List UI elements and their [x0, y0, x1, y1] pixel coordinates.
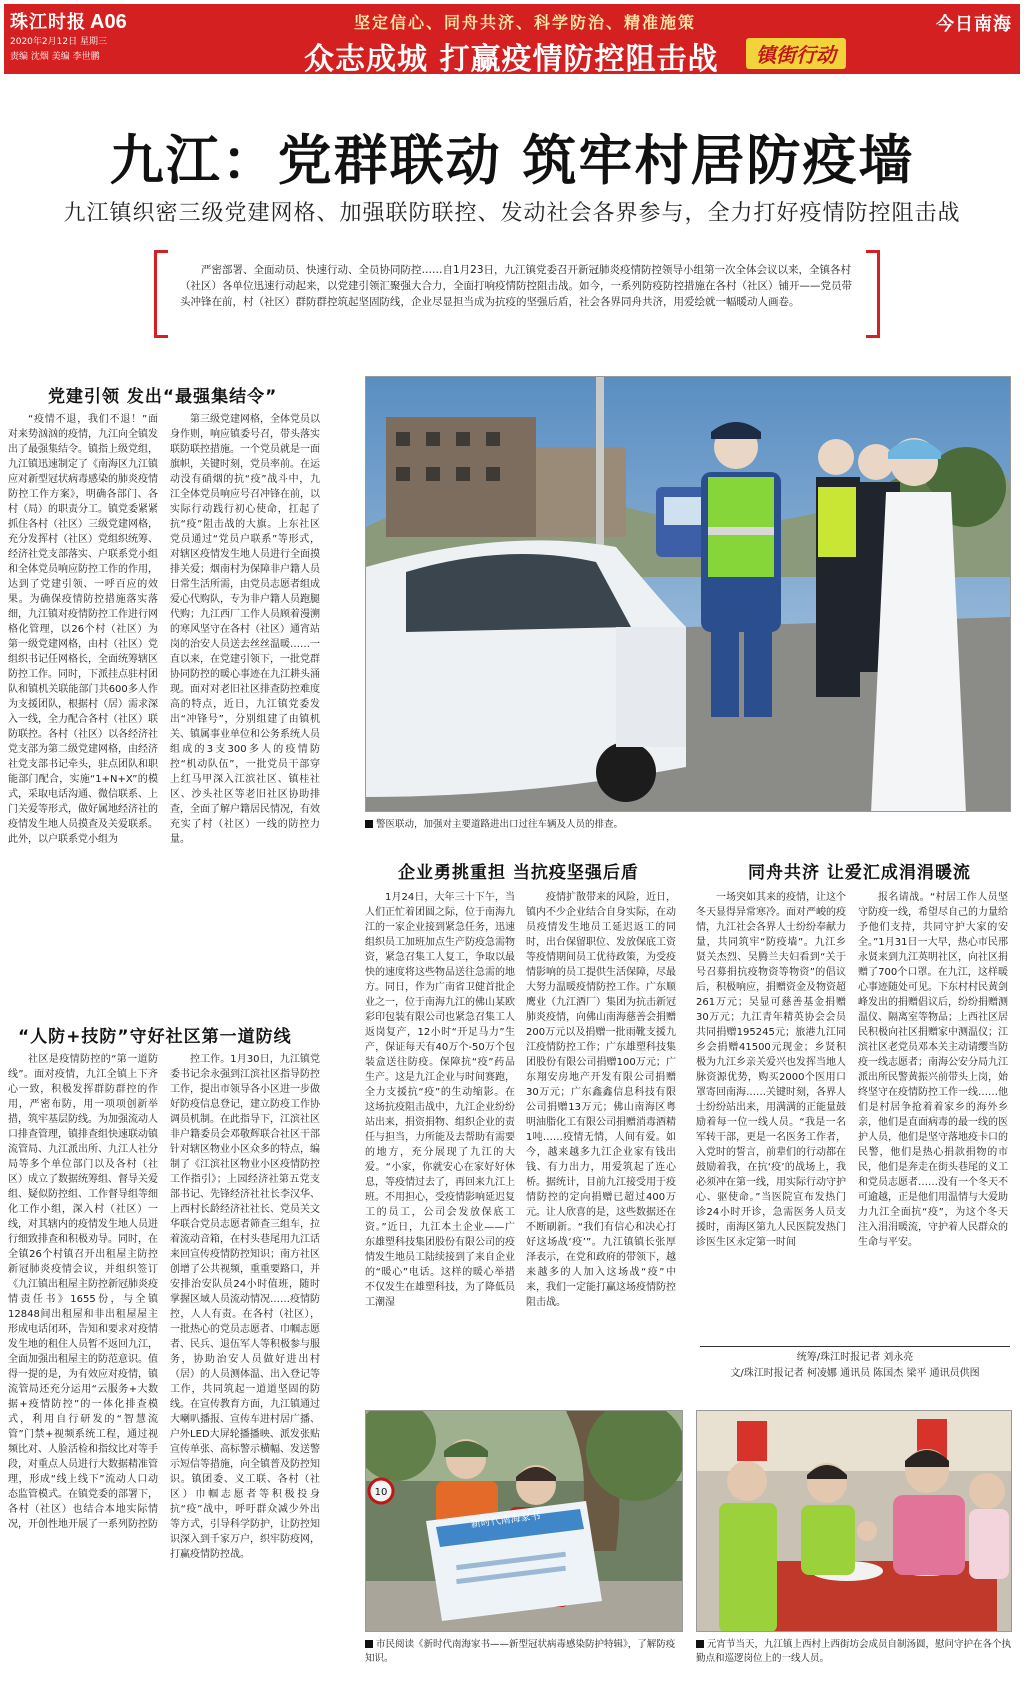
column-solidarity-1 — [696, 890, 846, 1342]
bracket-right — [866, 250, 880, 338]
article-title: 九江：党群联动 筑牢村居防疫墙 — [109, 129, 915, 192]
column-community-2 — [170, 1052, 320, 1674]
intro-box — [154, 250, 880, 338]
photo-checkpoint — [365, 376, 1011, 812]
editors-line: 责编 沈烟 美编 李世鹏 — [10, 52, 100, 62]
column-text: “疫情不退，我们不退！”面对来势汹汹的疫情，九江向全镇发出了最强集结令。镇指上级党组，九江镇迅速制定了《南海区九江镇应对新型冠状病毒感染的肺炎疫情防控工作方案》，明确各部门、各村（局）的职责分工。镇党委紧紧抓住各村（社区）三级党建网格，充分发挥村（社区）党组织统筹、经济社党支部落实、户联系党小组和全体党员响应防控工作的作用，达到了党建引领、一呼百应的效果。为确保疫情防控措施落实落细，九江镇对疫情防控工作进行网格化管理，以26个村（社区）为第一级党建网格，由村（社区）党组织书记任网格长，全面统筹辖区防控工作。同时，下派挂点驻村团队和镇机关联能部门共600多人作为支援团队，根据村（居）需求深入一线，全力配合各村（社区）联防联控。各村（社区）以各经济社党支部为第二级党建网格，由经济社党支部书记牵头，驻点团队和职能部门配合，实施“1+N+X”的模式，采取电话沟通、微信联系、上门关爱等形式，做好属地经济社的疫情发生地人员摸查及关爱联系。此外，以户联系党小组为 — [8, 414, 158, 845]
photo-checkpoint-caption — [365, 818, 1011, 832]
photo-reading-image — [366, 1411, 683, 1632]
column-text: 社区是疫情防控的“第一道防线”。面对疫情，九江全镇上下齐心一致，积极发挥群防群控的作用，严密布防，用一项项创新举措，筑牢基层防线。为加强流动人口排查管理，镇排查组快速联动镇流管局、九江派出所、九江人社分局等多个单位部门以及各村（社区）成立了数据统筹组、督导关爱组、疑似防控组、工作督导组等细化工作小组，深入村（社区）一线，对其辖内的疫情发生地人员进行细致排查和积极劝导。同时，在全镇26个村镇召开出租屋主防控新冠肺炎疫情会议，并组织签订《九江镇出租屋主防控新冠肺炎疫情责任书》1655份，与全镇12848间出租屋和非出租屋屋主形成电话闭环，告知和要求对疫情发生地的租住人员暂不返回九江，全面加强出租屋主的防范意识。值得一提的是，为有效应对疫情，镇流管局还充分运用“云服务+大数据+疫情防控”的一体化排查模式，利用自行研发的“智慧流管”门禁+视频系统工程，通过视频比对、人脸活检和指纹比对等手段，对重点人员进行大数据精准管理，形成“线上线下”流动人口动态监管模式。在镇党委的部署下，各村（社区）也结合本地实际情况，开创性地开展了一系列防控防 — [8, 1054, 158, 1530]
section-heading-community: “人防+技防”守好社区第一道防线 — [18, 1027, 292, 1047]
caption-text: 警医联动，加强对主要道路进出口过往车辆及人员的排查。 — [376, 819, 624, 830]
column-community-1 — [8, 1052, 158, 1674]
booklet-title: 新时代南海家书 — [470, 1510, 542, 1531]
banner-headline: 众志成城 打赢疫情防控阻击战 — [304, 42, 719, 77]
column-text: 1月24日，大年三十下午，当人们正忙着团圆之际，位于南海九江的一家企业接到紧急任务，迅速组织员工加班加点生产防疫急需物资，紧急召集工人复工，争取以最快的速度将这些物品送往急需的地方。同日，作为广南省卫健首批企业之一，位于南海九江的佛山某欧彩印包装有限公司也紧急召集工人返岗复产，12小时“开足马力”生产，保证每天有40万个-50万个包装盒送往防疫。保障抗“疫”药品生产。这是九江企业与时间赛跑，全力支援抗“疫”的生动缩影。在这场抗疫阻击战中，九江企业纷纷站出来，捐资捐物、组织企业的责任与担当，力所能及去帮助有需要的地方，充分展现了九江的大爱。“小家，你就安心在家好好休息，等疫情过去了，再回来九江上班。不用担心，受疫情影响延迟复工的员工，公司会发放保底工资。”近日，九江本土企业——广东雄塑科技集团股份有限公司的疫情发生地员工陆续接到了来自企业的“暖心”电话。这样的暖心举措不仅发生在雄塑科技，为了降低员工潮湿 — [365, 892, 515, 1308]
column-solidarity-2 — [858, 890, 1008, 1342]
credit-rule — [700, 1346, 1010, 1347]
column-enterprise-2 — [526, 890, 676, 1358]
photo-lantern-festival — [696, 1410, 1012, 1632]
caption-text: 市民阅读《新时代南海家书——新型冠状病毒感染防护特辑》，了解防疫知识。 — [365, 1639, 676, 1664]
bracket-left — [154, 250, 168, 338]
credit-line-writers: 文/珠江时报记者 柯凌娜 通讯员 陈国杰 梁平 通讯员供图 — [730, 1368, 980, 1379]
caption-marker — [365, 820, 373, 828]
section-heading-solidarity: 同舟共济 让爱汇成涓涓暖流 — [748, 863, 971, 883]
banner-slogan: 坚定信心、同舟共济、科学防治、精准施策 — [354, 13, 697, 32]
column-text: 控工作。1月30日，九江镇党委书记余永强到江滨社区指导防控工作，提出市领导各小区进一步做好防疫信息登记，建立防疫工作协调员机制。在此指导下，江滨社区非户籍委员会邓敬辉联合社区干部针对辖区物业小区众多的特点，编制了《江滨社区物业小区疫情防控工作指引》；上园经济社第五党支部书记、先锋经济社社长李汉华、上西村长龄经济社社长、党员关文华联合党员志愿者筛查三组车，拉着流动音箱，在村头巷尾用九江话来回宣传疫情防控知识；南方社区创增了公共视频，重重要路口，并安排治安队员24小时值班，随时掌握区域人员流动情况……疫情防控，人人有责。在各村（社区），一批热心的党员志愿者、巾帼志愿者、民兵、退伍军人等积极参与服务，协助治安人员做好进出村（居）的人员测体温、出入登记等工作，共同筑起一道道坚固的防线。在宣传教育方面，九江镇通过大喇叭播报、宣传车进村居广播、户外LED大屏轮播播映、派发张贴宣传单张、高标警示横幅、发送警示短信等措施，向全镇普及防控知识。镇团委、义工联、各村（社区）巾帼志愿者等积极投身抗“疫”战中，呼吁群众减少外出等方式，引导科学防护，让防控知识深入到千家万户，织牢防疫网，打赢疫情防控战。 — [170, 1054, 320, 1560]
photo-reading — [365, 1410, 683, 1632]
banner-tag: 镇街行动 — [746, 38, 846, 69]
column-text: 疫情扩散带来的风险，近日，镇内不少企业结合自身实际，在动员疫情发生地员工延迟返工的同时，出台保留职位、发放保底工资等疫情期间员工优待政策，为受疫情影响的员工提供生活保障，尽最大努力温暖疫情防控工作。广东顺鹰业（九江酒厂）集团为抗击新冠肺炎疫情，向佛山南海慈善会捐赠200万元以及捐赠一批雨靴支援九江疫情防控工作；广东雄塑科技集团股份有限公司捐赠100万元；广东翔安房地产开发有限公司捐赠30万元；广东鑫鑫信息科技有限公司捐赠13万元；佛山南海区粤明油脂化工有限公司捐赠消毒酒精1吨……疫情无情，人间有爱。如今，越来越多九江企业家有钱出钱、有力出力，用爱筑起了连心桥。据统计，目前九江接受用于疫情防控的定向捐赠已超过400万元。让人欣喜的是，这些数据还在不断刷新。“我们有信心和决心打好这场战‘疫’”。九江镇镇长张厚泽表示，在党和政府的带领下，越来越多的人加入这场战“疫”中来，我们一定能打赢这场疫情防控阻击战。 — [526, 892, 676, 1308]
date-line: 2020年2月12日 星期三 — [10, 37, 107, 47]
masthead-banner — [4, 4, 1020, 77]
section-heading-enterprise: 企业勇挑重担 当抗疫坚强后盾 — [398, 863, 639, 883]
photo-lantern-festival-caption — [696, 1638, 1012, 1666]
section-heading-party: 党建引领 发出“最强集结令” — [48, 387, 278, 407]
article-subtitle: 九江镇织密三级党建网格、加强联防联控、发动社会各界参与，全力打好疫情防控阻击战 — [63, 201, 961, 226]
photo-lantern-festival-image — [697, 1411, 1012, 1632]
column-text: 第三级党建网格，全体党员以身作则，响应镇委号召，带头落实联防联控措施。一个党员就是一面旗帜，关键时刻，党员率前。在运动没有硝烟的抗“疫”战斗中，九江全体党员响应号召冲锋在前，以实际行动践行初心使命，扛起了抗“疫”阻击战的大旗。上东社区党员通过“党员户联系”等形式，对辖区疫情发生地人员进行全面摸排关爱；烟南村为保障非户籍人员日常生活所需，由党员志愿者组成爱心代购队，专为非户籍人员跑腿代购；九江西厂工作人员顾着漫溯的寒风坚守在各村（社区）通宵站岗的治安人员送去丝丝温暖……一直以来，在党建引领下，一批党群协同防控的暖心事迹在九江耕头涌现。面对对老旧社区排查防控难度高的特点，近日，九江镇党委发出“冲锋号”，分别组建了由镇机关、镇属事业单位和公务系统人员组成的3支300多人的疫情防控“机动队伍”，一批党员干部穿上红马甲深入江滨社区、镇桂社区、沙头社区等老旧社区协助排查，全面了解户籍居民情况，有效充实了村（社区）一线的防控力量。 — [170, 414, 320, 845]
section-name: 今日南海 — [936, 14, 1012, 35]
intro-text: 严密部署、全面动员、快速行动、全员协同防控……自1月23日，九江镇党委召开新冠肺炎疫情防控领导小组第一次全体会议以来，全镇各村（社区）各单位迅速行动起来，以党建引领汇聚强大合力，全面打响疫情防控阻击战。如今，一系列防疫防控措施在各村（社区）铺开——党员带头冲锋在前，村（社区）群防群控筑起坚固防线，企业尽显担当成为抗疫的坚强后盾，社会各界同舟共济，用爱绘就一幅暖动人画卷。 — [180, 264, 852, 308]
column-text: 报名请战。“村居工作人员坚守防疫一线，希望尽自己的力量给予他们支持，共同守护大家的安全。”1月31日一大早，热心市民邢永贤来到九江英明社区，向社区捐赠了700个口罩。在九江，这样暖心事迹随处可见。下东村村民黄剑峰发出的捐赠倡议后，纷纷捐赠测温仪、隔离室等物品；上西社区居民积极向社区捐赠家中测温仪；江滨社区老党员邓本关主动请缨当防疫一线志愿者；南海公安分局九江派出所民警黄振兴前带头上岗，始终坚守在疫情防控工作一线……他们是村居争抢着着家乡的海外乡亲，他们是直面病毒的最一线的医护人员，他们是坚守落地疫卡口的民警，他们是热心捐款捐物的市民，他们是奔走在街头巷尾的义工和党员志愿者……没有一个冬天不可逾越，正是他们用温情与大爱助力九江全面抗“疫”，为这个冬天注入涓涓暖流，守护着人民群众的生命与平安。 — [858, 892, 1008, 1248]
column-text: 一场突如其来的疫情，让这个冬天显得异常寒冷。面对严峻的疫情，九江社会各界人士纷纷奉献力量，共同筑牢“防疫墙”。九江乡贤关杰烈、吴腾兰夫妇看到“关于号召募捐抗疫物资等物资”的倡议后，积极响应，捐赠资金及物资超261万元；吴显可慈善基金捐赠30万元；九江青年精英协会会员共同捐赠195245元；旅港九江同乡会捐赠41500元现金；乡贤积极为九江乡亲关爱兴也发挥当地人脉资源优势，购买2000个医用口罩寄回南海……关键时刻，各界人士纷纷站出来，用满满的正能量鼓励着每一位一线人员。“我是一名军转干部，更是一名医务工作者，入党时的誓言，前辈们的行动都在鼓励着我，在抗‘疫’的战场上，我必须冲在第一线，用实际行动守护心、驱使命。”当医院宣布发热门诊24小时开诊，急需医务人员支援时，南海区第九人民医院发热门诊医生区永定第一时间 — [696, 892, 846, 1248]
caption-marker — [696, 1640, 704, 1648]
masthead — [10, 8, 127, 64]
column-party-1 — [8, 412, 158, 972]
photo-reading-caption — [365, 1638, 683, 1666]
page-number: A06 — [90, 11, 127, 33]
column-party-2 — [170, 412, 320, 972]
credit-line-coordinator: 统筹/珠江时报记者 刘永亮 — [796, 1352, 914, 1363]
photo-checkpoint-image — [366, 377, 1011, 812]
caption-marker — [365, 1640, 373, 1648]
paper-name: 珠江时报 — [10, 12, 86, 33]
caption-text: 元宵节当天，九江镇上西村上西街坊会成员自制汤圆，慰问守护在各个执勤点和巡逻岗位上的一线人员。 — [696, 1639, 1012, 1664]
column-enterprise-1 — [365, 890, 515, 1358]
road-sign-number: 10 — [374, 1487, 388, 1498]
